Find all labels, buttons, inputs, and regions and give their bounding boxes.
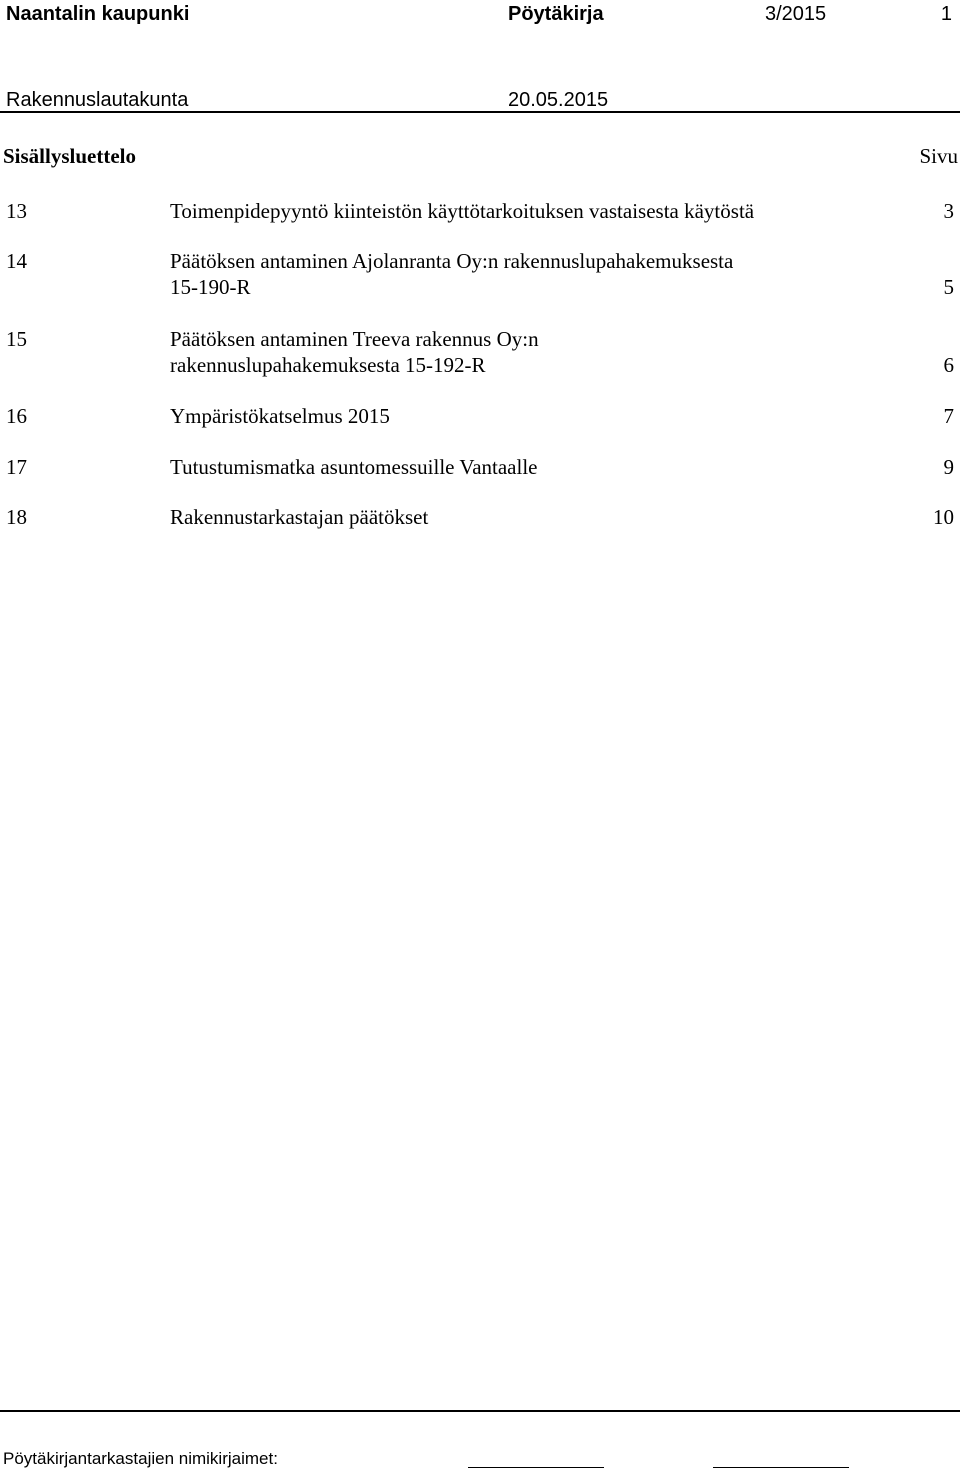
document-number: 3/2015 [765, 3, 827, 25]
meeting-date: 20.05.2015 [508, 89, 609, 111]
toc-item-page: 10 [933, 505, 954, 529]
toc-item-page: 9 [943, 455, 954, 479]
toc-item-number: 13 [6, 199, 27, 223]
toc-item-title: Tutustumismatka asuntomessuille Vantaalle [170, 455, 538, 479]
toc-item-page: 5 [943, 275, 954, 299]
toc-item-page: 6 [943, 353, 954, 377]
organization-name: Naantalin kaupunki [6, 3, 190, 25]
toc-page-column-label: Sivu [919, 144, 958, 168]
toc-item-number: 17 [6, 455, 27, 479]
document-type: Pöytäkirja [508, 3, 604, 25]
header-divider [0, 111, 960, 113]
toc-item-title: Toimenpidepyyntö kiinteistön käyttötarkoituksen vastaisesta käytöstä [170, 199, 755, 223]
toc-item-title: Ympäristökatselmus 2015 [170, 404, 390, 428]
toc-item-page: 3 [943, 199, 954, 223]
signature-line [713, 1467, 849, 1468]
footer-divider [0, 1410, 960, 1412]
toc-item-title: Rakennustarkastajan päätökset [170, 505, 429, 529]
toc-item-title: Päätöksen antaminen Ajolanranta Oy:n rakennuslupahakemuksesta 15-190-R [170, 249, 734, 299]
footer-initials-label: Pöytäkirjantarkastajien nimikirjaimet: [3, 1449, 278, 1468]
toc-item-title: Päätöksen antaminen Treeva rakennus Oy:n rakennuslupahakemuksesta 15-192-R [170, 327, 539, 377]
page-number: 1 [940, 3, 952, 25]
toc-item-number: 16 [6, 404, 27, 428]
signature-line [468, 1467, 604, 1468]
toc-item-number: 14 [6, 249, 27, 273]
toc-item-number: 15 [6, 327, 27, 351]
board-name: Rakennuslautakunta [6, 89, 189, 111]
toc-item-page: 7 [943, 404, 954, 428]
toc-item-number: 18 [6, 505, 27, 529]
toc-title: Sisällysluettelo [3, 144, 137, 168]
